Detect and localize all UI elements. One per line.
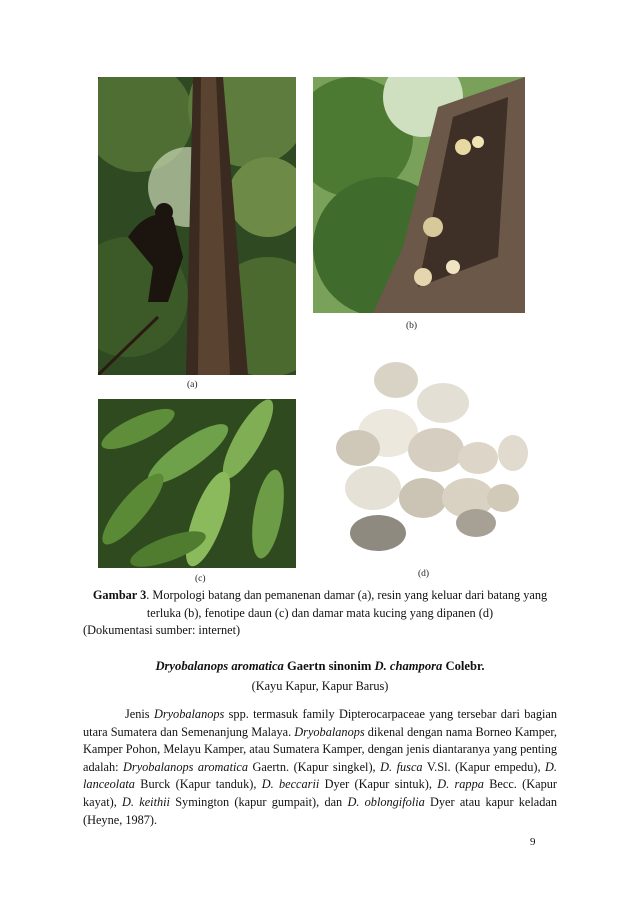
photo-resin-bark [313,77,525,313]
heading-synonym: D. champora [374,659,443,673]
caption-label: Gambar 3 [92,588,147,602]
label-c: (c) [195,574,206,584]
body-paragraph: Jenis Dryobalanops spp. termasuk family Dipterocarpaceae yang tersebar dari bagian utara Sumatera dan Semenanjung Malaya. Dryobalanops dikenal dengan nama Borneo Kamper, Kamper Pohon, Melayu Kamper, atau Sumatera Kamper, dengan jenis diantaranya yang penting adalah: Dryobalanops aromatica Gaertn. (Kapur singkel), D. fusca V.Sl. (Kapur empedu), D. lanceolata Burck (Kapur tanduk), D. beccarii Dyer (Kapur sintuk), D. rappa Becc. (Kapur kayat), D. keithii Symington (kapur gumpait), dan D. oblongifolia Dyer atau kapur keladan (Heyne, 1987). [83,707,558,827]
heading-synonym-author: Colebr. [442,659,485,673]
photo-leaves [98,399,296,568]
page-number: 9 [530,836,536,848]
figure-caption [83,587,557,640]
photo-resin-crystals [318,358,528,558]
label-d: (d) [418,569,430,579]
heading-author: Gaertn sinonim [283,659,375,673]
heading-species: Dryobalanops aromatica [155,659,284,673]
heading-common-names: (Kayu Kapur, Kapur Barus) [251,679,389,693]
label-b: (b) [406,321,418,331]
photo-tree-harvest [98,77,296,375]
caption-text: . Morpologi batang dan pemanenan damar (a), resin yang keluar dari batang yang terluka (b), fenotipe daun (c) dan damar mata kucing yang dipanen (d) [146,588,548,620]
label-a: (a) [187,380,198,390]
section-heading [83,657,557,675]
caption-source: (Dokumentasi sumber: internet) [83,623,241,637]
